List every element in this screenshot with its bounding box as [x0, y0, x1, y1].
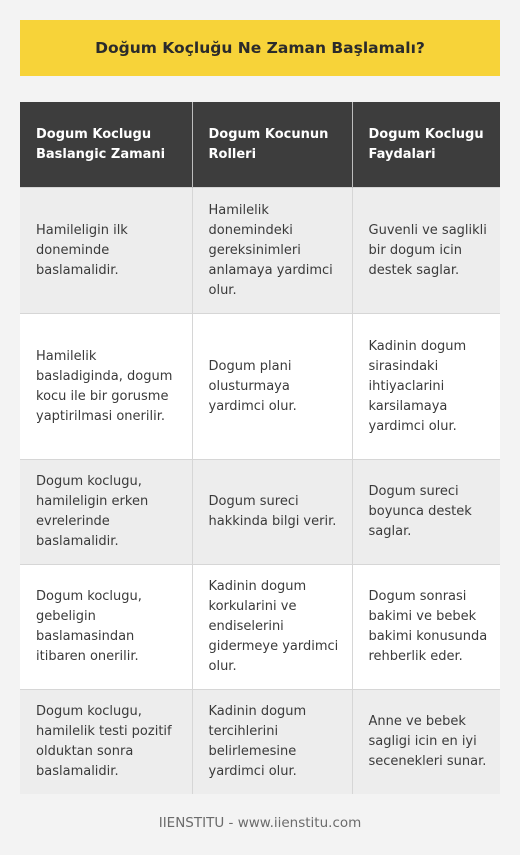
table-cell: Hamilelik donemindeki gereksinimleri anlamaya yardimci olur. [192, 188, 352, 314]
column-header-start-time: Dogum Koclugu Baslangic Zamani [20, 102, 192, 188]
page-title: Doğum Koçluğu Ne Zaman Başlamalı? [20, 20, 500, 76]
table-row [20, 314, 500, 460]
table-cell: Dogum sureci hakkinda bilgi verir. [192, 460, 352, 565]
table-cell: Anne ve bebek sagligi icin en iyi secenekleri sunar. [352, 690, 500, 795]
table-cell: Dogum koclugu, gebeligin baslamasindan itibaren onerilir. [20, 565, 192, 690]
table-cell: Dogum plani olusturmaya yardimci olur. [192, 314, 352, 460]
table-cell: Dogum koclugu, hamilelik testi pozitif olduktan sonra baslamalidir. [20, 690, 192, 795]
table-cell: Kadinin dogum sirasindaki ihtiyaclarini karsilamaya yardimci olur. [352, 314, 500, 460]
table-cell: Guvenli ve saglikli bir dogum icin destek saglar. [352, 188, 500, 314]
table-header-row [20, 102, 500, 188]
table-cell: Dogum sureci boyunca destek saglar. [352, 460, 500, 565]
table-row [20, 460, 500, 565]
table-row [20, 690, 500, 795]
table-row [20, 188, 500, 314]
table-cell: Kadinin dogum tercihlerini belirlemesine yardimci olur. [192, 690, 352, 795]
table-cell: Dogum sonrasi bakimi ve bebek bakimi konusunda rehberlik eder. [352, 565, 500, 690]
table-row [20, 565, 500, 690]
table-cell: Kadinin dogum korkularini ve endiselerini gidermeye yardimci olur. [192, 565, 352, 690]
table-cell: Hamileligin ilk doneminde baslamalidir. [20, 188, 192, 314]
table-cell: Hamilelik basladiginda, dogum kocu ile bir gorusme yaptirilmasi onerilir. [20, 314, 192, 460]
footer-credit: IIENSTITU - www.iienstitu.com [158, 815, 362, 831]
table-cell: Dogum koclugu, hamileligin erken evrelerinde baslamalidir. [20, 460, 192, 565]
info-table [20, 102, 500, 794]
column-header-benefits: Dogum Koclugu Faydalari [352, 102, 500, 188]
column-header-roles: Dogum Kocunun Rolleri [192, 102, 352, 188]
